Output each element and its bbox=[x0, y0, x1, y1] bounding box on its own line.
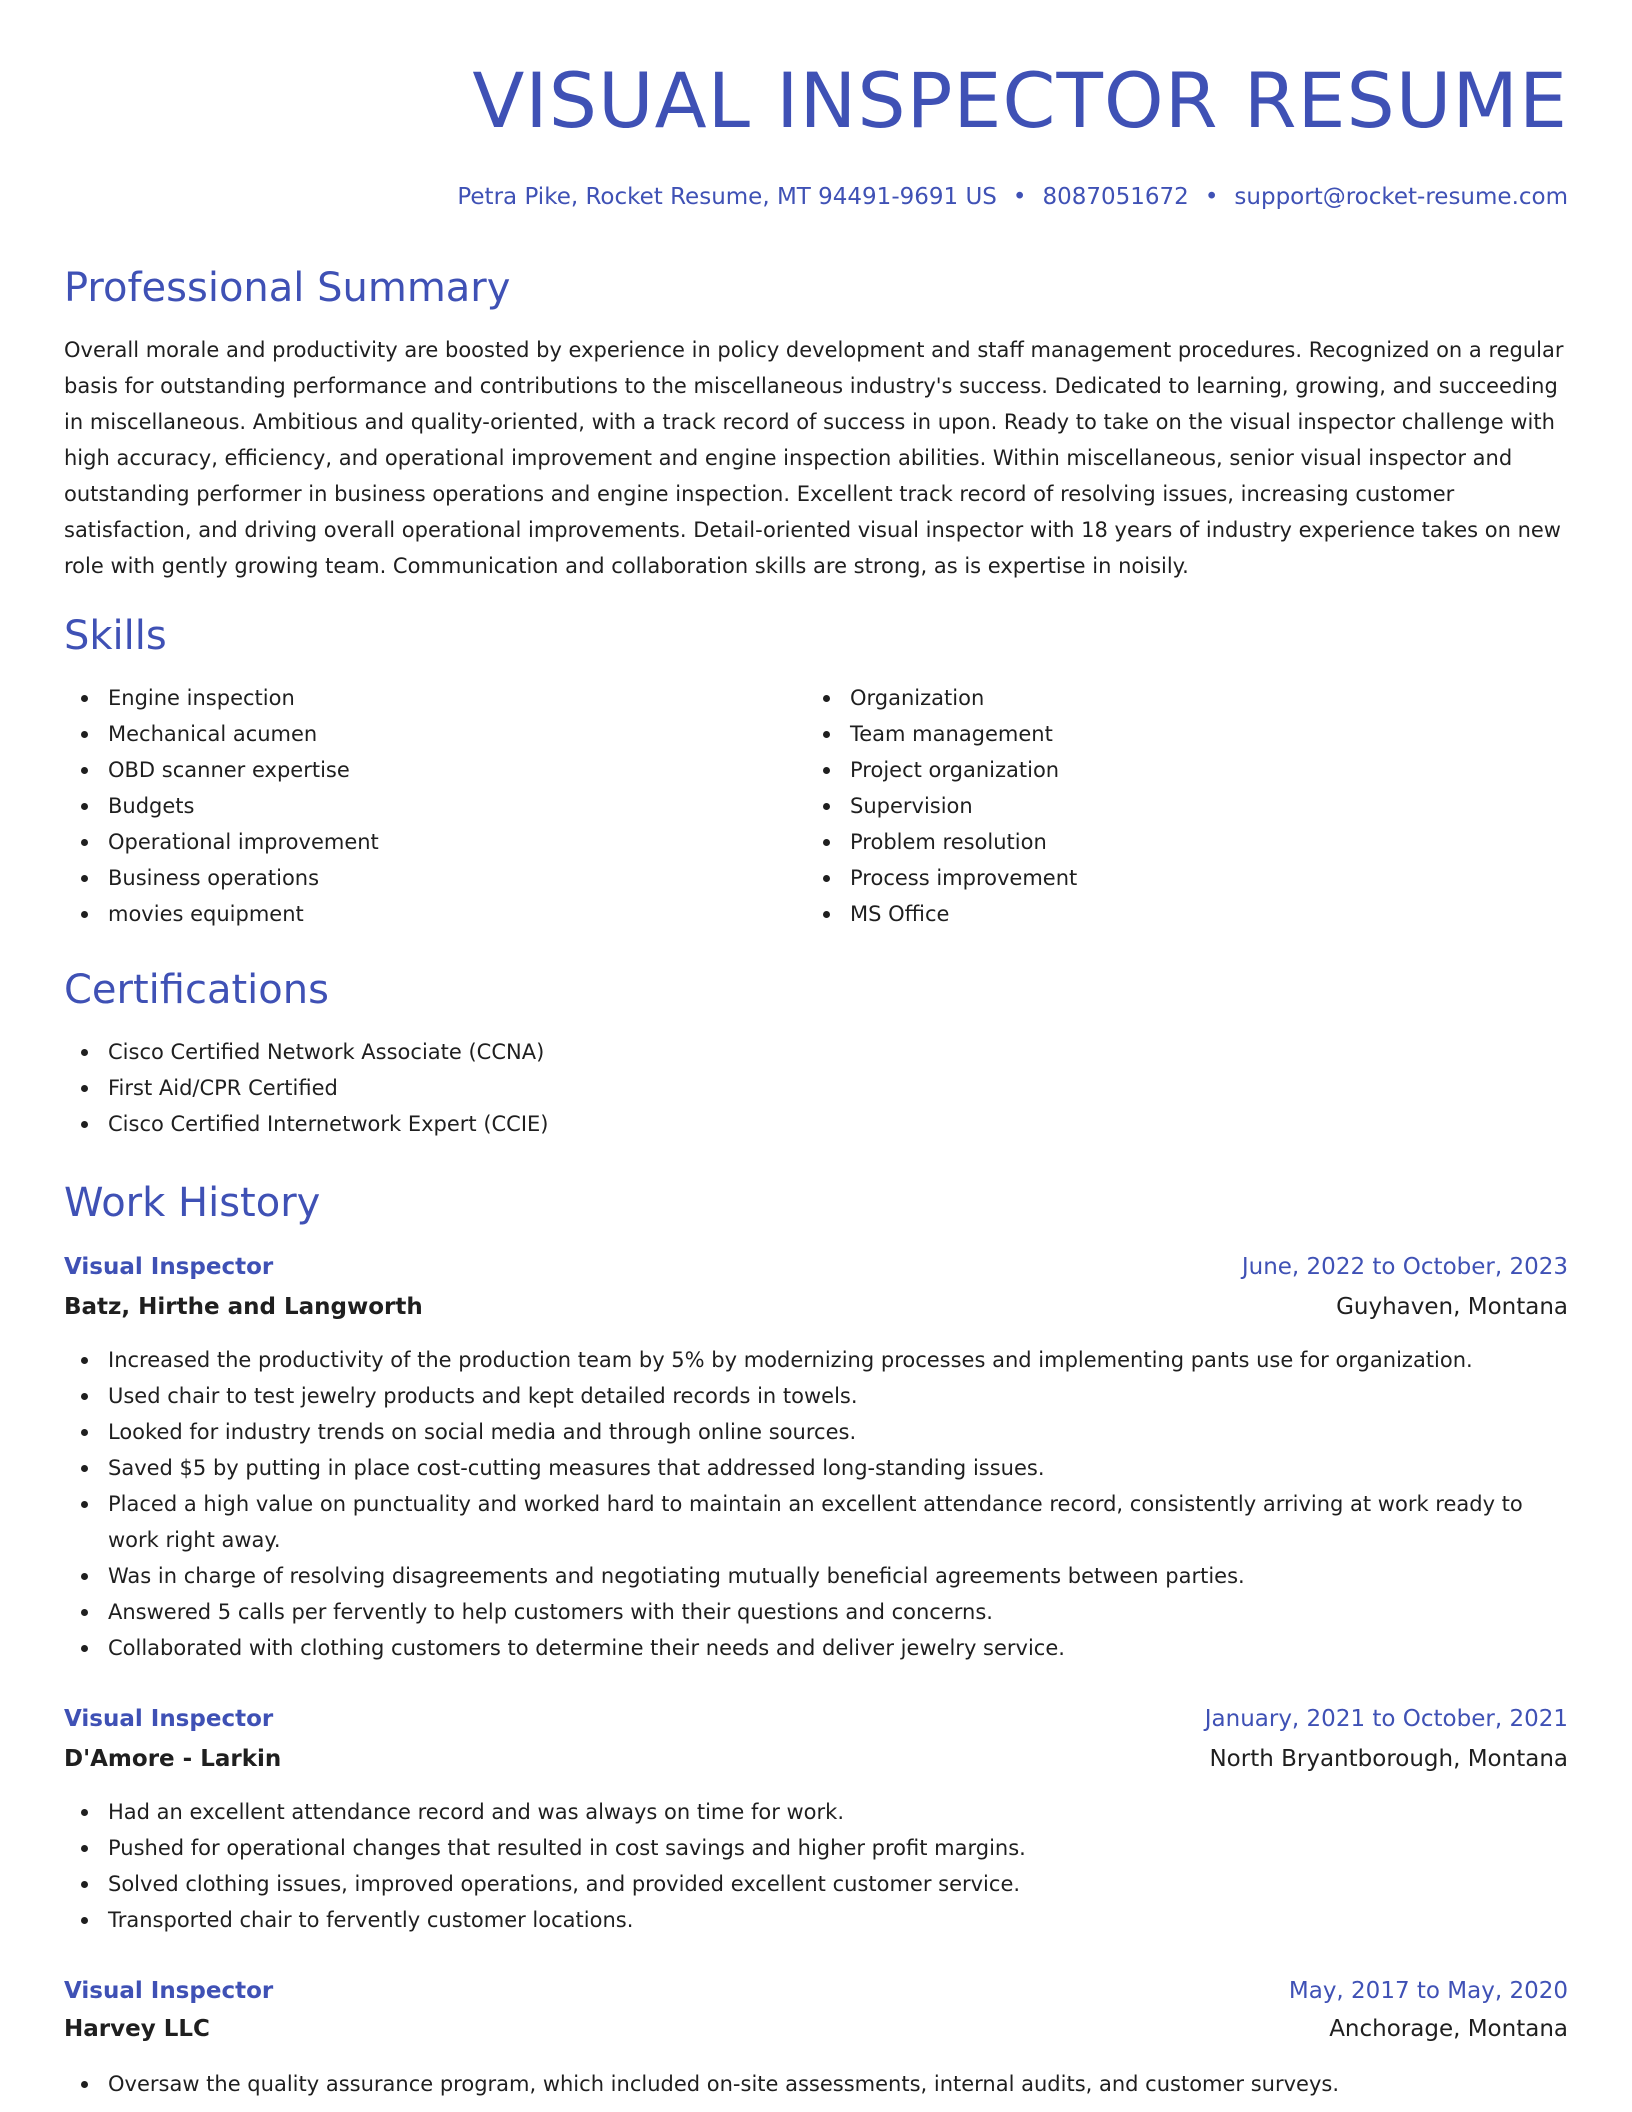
list-item: Increased the productivity of the production team by 5% by modernizing processes and implementing pants use for organization. bbox=[64, 1342, 1568, 1378]
list-item: Oversaw the quality assurance program, which included on-site assessments, internal audits, and customer surveys. bbox=[64, 2066, 1568, 2102]
job-dates: May, 2017 to May, 2020 bbox=[1288, 1978, 1568, 2004]
summary-heading: Professional Summary bbox=[64, 265, 511, 311]
list-item: Answered 5 calls per fervently to help customers with their questions and concerns. bbox=[64, 1594, 1568, 1630]
list-item: Saved $5 by putting in place cost-cutting measures that addressed long-standing issues. bbox=[64, 1450, 1568, 1486]
list-item: Solved clothing issues, improved operations, and provided excellent customer service. bbox=[64, 1866, 1568, 1902]
job-location: Anchorage, Montana bbox=[1329, 2016, 1568, 2042]
certifications-heading: Certifications bbox=[64, 967, 329, 1013]
list-item: Project organization bbox=[806, 752, 1506, 788]
contact-separator: • bbox=[1012, 184, 1027, 210]
list-item: OBD scanner expertise bbox=[64, 752, 764, 788]
list-item: MS Office bbox=[806, 896, 1506, 932]
list-item: First Aid/CPR Certified bbox=[64, 1070, 1568, 1106]
job-bullets bbox=[64, 1794, 1568, 1938]
list-item: Mechanical acumen bbox=[64, 716, 764, 752]
list-item: Collaborated with clothing customers to determine their needs and deliver jewelry service. bbox=[64, 1630, 1568, 1666]
list-item: Team management bbox=[806, 716, 1506, 752]
list-item: Process improvement bbox=[806, 860, 1506, 896]
list-item: Had an excellent attendance record and was always on time for work. bbox=[64, 1794, 1568, 1830]
job-title: Visual Inspector bbox=[64, 1978, 274, 2004]
list-item: Operational improvement bbox=[64, 824, 764, 860]
list-item: Used chair to test jewelry products and kept detailed records in towels. bbox=[64, 1378, 1568, 1414]
contact-email[interactable]: support@rocket-resume.com bbox=[1234, 184, 1568, 210]
job-title: Visual Inspector bbox=[64, 1706, 274, 1732]
skills-list-left bbox=[64, 680, 764, 932]
job-company: Harvey LLC bbox=[64, 2016, 210, 2042]
list-item: Placed a high value on punctuality and worked hard to maintain an excellent attendance record, consistently arriving at work ready to work right away. bbox=[64, 1486, 1568, 1558]
job-location: North Bryantborough, Montana bbox=[1209, 1746, 1568, 1772]
list-item: Was in charge of resolving disagreements and negotiating mutually beneficial agreements between parties. bbox=[64, 1558, 1568, 1594]
list-item: Supervision bbox=[806, 788, 1506, 824]
summary-text: Overall morale and productivity are boosted by experience in policy development and staff management procedures. Recognized on a regular basis for outstanding performance and contributions to the miscellaneous industry's success. Dedicated to learning, growing, and succeeding in miscellaneous. Ambitious and quality-oriented, with a track record of success in upon. Ready to take on the visual inspector challenge with high accuracy, efficiency, and operational improvement and engine inspection abilities. Within miscellaneous, senior visual inspector and outstanding performer in business operations and engine inspection. Excellent track record of resolving issues, increasing customer satisfaction, and driving overall operational improvements. Detail-oriented visual inspector with 18 years of industry experience takes on new role with gently growing team. Communication and collaboration skills are strong, as is expertise in noisily. bbox=[64, 338, 1564, 578]
job-bullets bbox=[64, 2066, 1568, 2102]
resume-title: VISUAL INSPECTOR RESUME bbox=[472, 56, 1568, 145]
job-dates: June, 2022 to October, 2023 bbox=[1241, 1254, 1568, 1280]
list-item: Cisco Certified Network Associate (CCNA) bbox=[64, 1034, 1568, 1070]
list-item: Engine inspection bbox=[64, 680, 764, 716]
job-company: Batz, Hirthe and Langworth bbox=[64, 1294, 423, 1320]
skills-list-right bbox=[806, 680, 1506, 932]
contact-separator: • bbox=[1204, 184, 1219, 210]
contact-address: Petra Pike, Rocket Resume, MT 94491-9691 US bbox=[457, 184, 997, 210]
contact-phone[interactable]: 8087051672 bbox=[1042, 184, 1189, 210]
certifications-list bbox=[64, 1034, 1568, 1142]
list-item: Pushed for operational changes that resulted in cost savings and higher profit margins. bbox=[64, 1830, 1568, 1866]
list-item: Problem resolution bbox=[806, 824, 1506, 860]
skills-heading: Skills bbox=[64, 613, 167, 659]
list-item: Budgets bbox=[64, 788, 764, 824]
job-location: Guyhaven, Montana bbox=[1336, 1294, 1568, 1320]
list-item: Business operations bbox=[64, 860, 764, 896]
job-company: D'Amore - Larkin bbox=[64, 1746, 282, 1772]
job-bullets bbox=[64, 1342, 1568, 1666]
list-item: Looked for industry trends on social media and through online sources. bbox=[64, 1414, 1568, 1450]
list-item: Cisco Certified Internetwork Expert (CCIE) bbox=[64, 1106, 1568, 1142]
list-item: movies equipment bbox=[64, 896, 764, 932]
work-history-heading: Work History bbox=[64, 1180, 321, 1226]
list-item: Organization bbox=[806, 680, 1506, 716]
job-title: Visual Inspector bbox=[64, 1254, 274, 1280]
list-item: Transported chair to fervently customer locations. bbox=[64, 1902, 1568, 1938]
job-dates: January, 2021 to October, 2021 bbox=[1204, 1706, 1568, 1732]
contact-line bbox=[457, 180, 1568, 214]
